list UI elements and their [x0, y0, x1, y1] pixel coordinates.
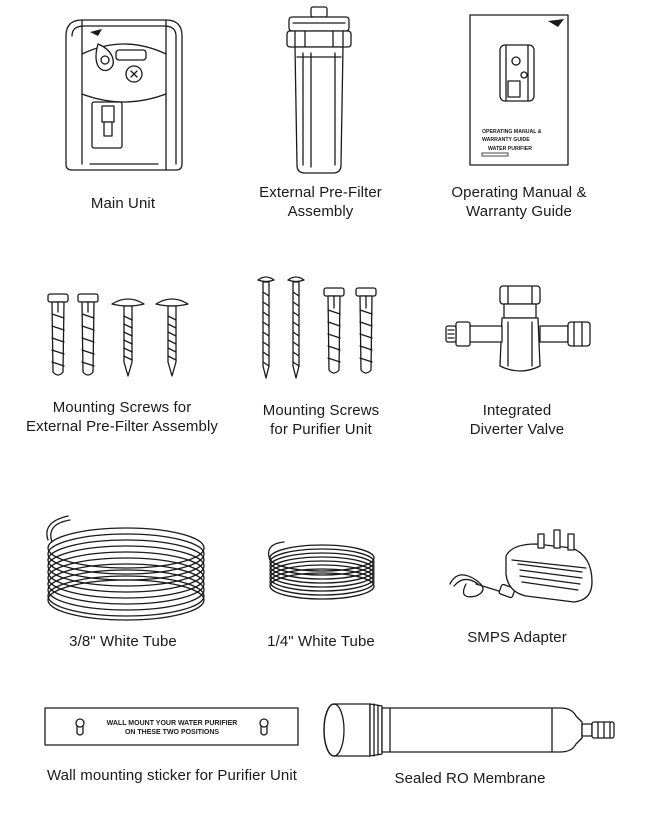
pre-filter-label-line2: Assembly: [287, 203, 354, 220]
screws-purifier-label-line2: for Purifier Unit: [270, 421, 372, 438]
membrane-label: Sealed RO Membrane: [394, 770, 546, 787]
screws-prefilter-label-line1: Mounting Screws for: [52, 399, 192, 416]
tube-14-illustration: [262, 534, 380, 604]
diverter-label: [428, 401, 606, 439]
manual-label-line2: Warranty Guide: [466, 203, 572, 220]
main-unit-label: Main Unit: [90, 195, 156, 212]
manual-cover-line1: OPERATING MANUAL &: [482, 129, 542, 135]
manual-cover-line3: WATER PURIFIER: [488, 146, 532, 152]
smps-illustration: [446, 526, 600, 608]
sticker-text-line2: ON THESE TWO POSITIONS: [124, 729, 220, 736]
pre-filter-label-line1: External Pre-Filter: [259, 184, 382, 201]
manual-label: [430, 183, 608, 221]
sticker-illustration: [44, 707, 300, 747]
manual-illustration: [468, 13, 572, 169]
tube-38-illustration: [38, 512, 208, 624]
membrane-illustration: [320, 700, 620, 760]
manual-cover-line2: WARRANTY GUIDE: [482, 137, 530, 143]
tube-38-label: 3/8" White Tube: [69, 633, 177, 650]
pre-filter-illustration: [285, 5, 355, 177]
tube-14-label: 1/4" White Tube: [267, 633, 375, 650]
diverter-label-line1: Integrated: [482, 402, 552, 419]
screws-purifier-label-line1: Mounting Screws: [262, 402, 380, 419]
smps-label: SMPS Adapter: [467, 629, 567, 646]
sticker-label: Wall mounting sticker for Purifier Unit: [46, 767, 298, 784]
manual-label-line1: Operating Manual &: [451, 184, 587, 201]
sticker-text-line1: WALL MOUNT YOUR WATER PURIFIER: [106, 720, 238, 727]
screws-prefilter-label: [10, 398, 234, 436]
diverter-label-line2: Diverter Valve: [469, 421, 565, 438]
screws-purifier-label: [236, 401, 406, 439]
diverter-illustration: [444, 282, 596, 378]
pre-filter-label: [233, 183, 408, 221]
screws-prefilter-illustration: [44, 292, 196, 378]
screws-prefilter-label-line2: External Pre-Filter Assembly: [25, 418, 219, 435]
screws-purifier-illustration: [256, 274, 392, 380]
main-unit-illustration: [58, 14, 190, 172]
